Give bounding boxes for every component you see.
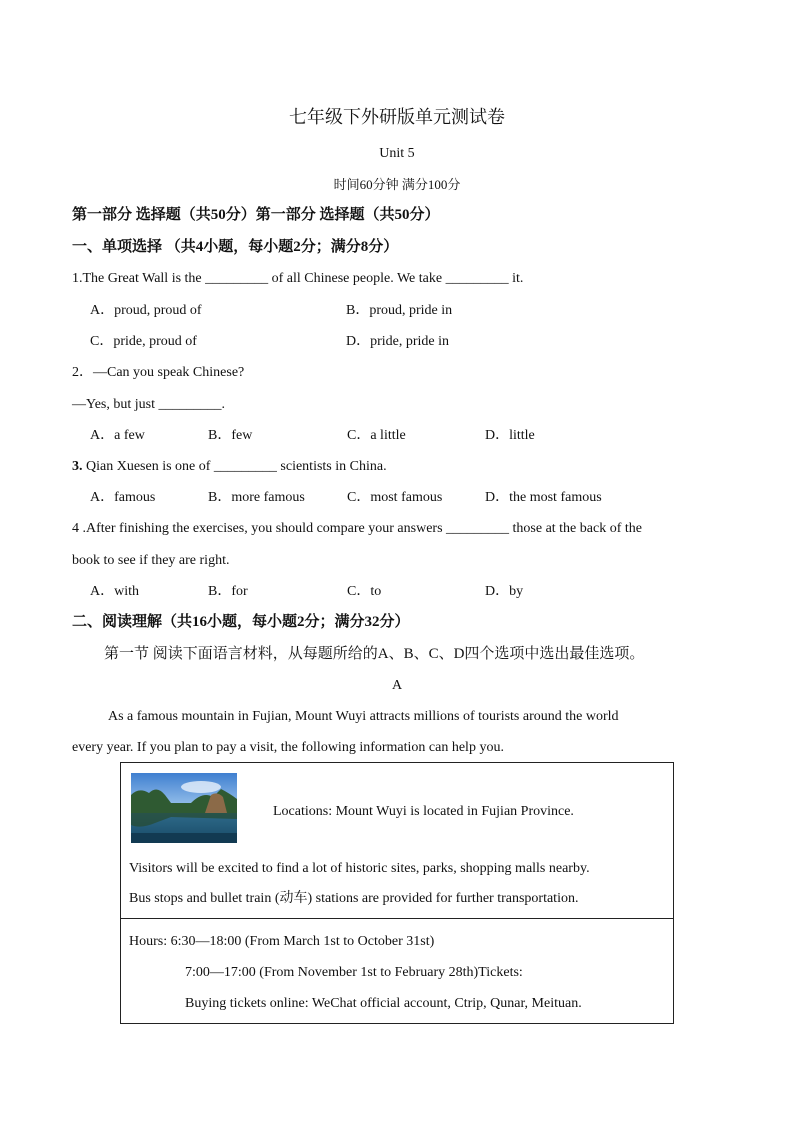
- section2-heading: 二、阅读理解（共16小题，每小题2分；满分32分）: [72, 614, 410, 630]
- passage-intro-2: every year. If you plan to pay a visit, the following information can help you.: [72, 740, 504, 755]
- question-1-stem: 1.The Great Wall is the _________ of all Chinese people. We take _________ it.: [72, 271, 524, 286]
- question-2-stem-2: —Yes, but just _________.: [72, 397, 225, 412]
- q3-option-b: B．more famous: [208, 490, 305, 505]
- q4-option-c: C．to: [347, 584, 382, 599]
- question-3-stem: [72, 458, 722, 476]
- q4-option-d: D．by: [485, 584, 524, 599]
- hours-text-1: Hours: 6:30—18:00 (From March 1st to October 31st): [129, 934, 435, 949]
- q2-option-c: C．a little: [347, 428, 406, 443]
- q4-option-b: B．for: [208, 584, 248, 599]
- bus-text: Bus stops and bullet train (动车) stations are provided for further transportation.: [129, 891, 579, 906]
- hours-text-2: 7:00—17:00 (From November 1st to February 28th)Tickets:: [185, 965, 523, 980]
- q1-option-b: B．proud, pride in: [346, 303, 453, 318]
- mount-wuyi-photo: [131, 773, 237, 843]
- unit-label: Unit 5: [379, 146, 415, 161]
- passage-label: A: [391, 678, 403, 693]
- q2-option-d: D．little: [485, 428, 535, 443]
- question-4-stem: 4 .After finishing the exercises, you should compare your answers _________ those at the back of the: [72, 521, 642, 536]
- info-box: [120, 762, 674, 1024]
- page-title: 七年级下外研版单元测试卷: [289, 107, 505, 127]
- q2-option-b: B．few: [208, 428, 253, 443]
- question-4-stem-2: book to see if they are right.: [72, 553, 230, 568]
- question-3-text: Qian Xuesen is one of _________ scientists in China.: [82, 459, 387, 474]
- section2-instruction: 第一节 阅读下面语言材料，从每题所给的A、B、C、D四个选项中选出最佳选项。: [104, 646, 645, 662]
- passage-intro-1: As a famous mountain in Fujian, Mount Wuyi attracts millions of tourists around the world: [108, 709, 619, 724]
- q1-option-a: A．proud, proud of: [90, 303, 202, 318]
- q3-option-c: C．most famous: [347, 490, 443, 505]
- q1-option-c: C．pride, proud of: [90, 334, 197, 349]
- q2-option-a: A．a few: [90, 428, 145, 443]
- q3-option-d: D．the most famous: [485, 490, 602, 505]
- q4-option-a: A．with: [90, 584, 139, 599]
- q1-option-d: D．pride, pride in: [346, 334, 450, 349]
- visitors-text: Visitors will be excited to find a lot of historic sites, parks, shopping malls nearby.: [129, 861, 590, 876]
- q3-option-a: A．famous: [90, 490, 156, 505]
- time-info: 时间60分钟 满分100分: [333, 177, 461, 192]
- tickets-text: Buying tickets online: WeChat official account, Ctrip, Qunar, Meituan.: [185, 996, 582, 1011]
- locations-text: Locations: Mount Wuyi is located in Fujian Province.: [273, 804, 574, 819]
- question-2-stem: 2．—Can you speak Chinese?: [72, 365, 245, 380]
- question-3-number: 3.: [72, 459, 83, 474]
- box-divider: [121, 918, 673, 919]
- part1-heading: 第一部分 选择题（共50分）第一部分 选择题（共50分）: [72, 207, 440, 223]
- section1-heading: 一、单项选择 （共4小题，每小题2分；满分8分）: [72, 239, 399, 255]
